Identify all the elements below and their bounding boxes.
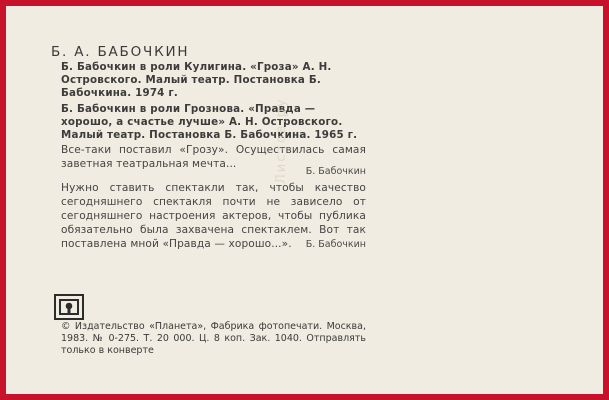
author-heading: Б. А. БАБОЧКИН <box>51 44 190 60</box>
quote-groza: Все-таки поставил «Грозу». Осуществилась самая заветная театральная мечта... <box>61 144 366 170</box>
caption-groznov: Б. Бабочкин в роли Грознова. «Правда — хорошо, а счастье лучше» А. Н. Островского. Малый театр. Постановка Б. Бабочкина. 1965 г. <box>61 103 358 141</box>
postcard <box>6 6 603 394</box>
quote-signature: Б. Бабочкин <box>305 239 366 250</box>
watermark: Листов.ру <box>274 97 289 184</box>
planeta-logo-icon <box>54 294 84 320</box>
quote-signature: Б. Бабочкин <box>305 166 366 177</box>
publisher-imprint: © Издательство «Планета», Фабрика фотопечати. Москва, 1983. № 0-275. Т. 20 000. Ц. 8 коп. Зак. 1040. Отправлять только в конверте <box>61 321 366 356</box>
caption-kuligin: Б. Бабочкин в роли Кулигина. «Гроза» А. Н. Островского. Малый театр. Постановка Б. Бабочкина. 1974 г. <box>61 61 332 99</box>
quote-pravda: Нужно ставить спектакли так, чтобы качество сегодняшнего спектакля почти не зависело от сегодняшнего настроения актеров, чтобы публика обязательно была захвачена спектаклем. Вот так поставлена мной «Правда — хорошо...». <box>61 182 366 250</box>
